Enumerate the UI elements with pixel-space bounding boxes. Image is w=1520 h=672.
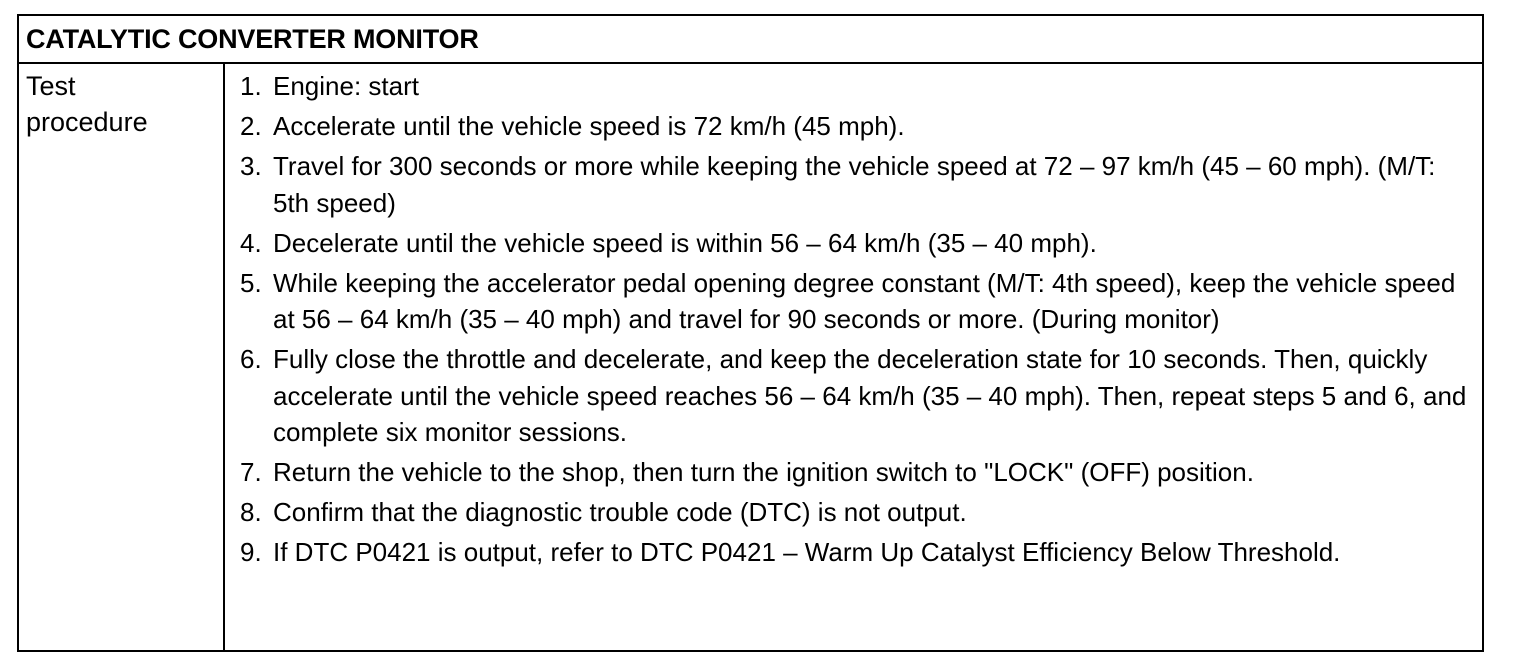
step-number: 1.	[240, 71, 262, 101]
step-number: 5.	[240, 267, 262, 298]
step-item	[240, 454, 1474, 491]
step-number: 8.	[240, 497, 262, 527]
step-item	[240, 494, 1474, 531]
table-title: CATALYTIC CONVERTER MONITOR	[19, 16, 1482, 64]
procedure-row	[19, 64, 1482, 650]
row-label-line-2: procedure	[26, 107, 148, 137]
step-number: 4.	[240, 227, 262, 258]
step-text: Travel for 300 seconds or more while keeping the vehicle speed at 72 – 97 km/h (45 – 60 mph). (M/T: 5th speed)	[273, 151, 1436, 218]
step-item	[240, 265, 1474, 338]
step-number: 6.	[240, 344, 262, 374]
step-text: Decelerate until the vehicle speed is within 56 – 64 km/h (35 – 40 mph).	[273, 227, 1097, 258]
row-label-line-1: Test	[26, 71, 76, 101]
step-number: 7.	[240, 457, 262, 487]
step-text: Confirm that the diagnostic trouble code (DTC) is not output.	[273, 497, 967, 527]
step-text: Accelerate until the vehicle speed is 72 km/h (45 mph).	[273, 111, 905, 141]
step-item	[240, 108, 1474, 145]
step-text: Fully close the throttle and decelerate, and keep the deceleration state for 10 seconds. Then, quickly accelerate until the vehicle speed reaches 56 – 64 km/h (35 – 40 mph). Then, repeat steps 5 and 6, and complete six monitor sessions.	[273, 344, 1467, 447]
step-text: If DTC P0421 is output, refer to DTC P0421 – Warm Up Catalyst Efficiency Below Threshold.	[273, 537, 1341, 567]
step-number: 9.	[240, 537, 262, 567]
steps-cell	[225, 64, 1482, 650]
step-item	[240, 225, 1474, 262]
step-text: While keeping the accelerator pedal opening degree constant (M/T: 4th speed), keep the vehicle speed at 56 – 64 km/h (35 – 40 mph) and travel for 90 seconds or more. (During monitor)	[273, 267, 1456, 334]
steps-list	[240, 68, 1474, 571]
step-text: Return the vehicle to the shop, then turn the ignition switch to "LOCK" (OFF) position.	[273, 457, 1254, 487]
step-number: 2.	[240, 111, 262, 141]
step-number: 3.	[240, 151, 262, 181]
step-item	[240, 68, 1474, 105]
step-item	[240, 341, 1474, 451]
step-item	[240, 148, 1474, 221]
step-item	[240, 534, 1474, 571]
procedure-table	[17, 14, 1484, 652]
row-label	[19, 64, 225, 650]
step-text: Engine: start	[273, 71, 419, 101]
